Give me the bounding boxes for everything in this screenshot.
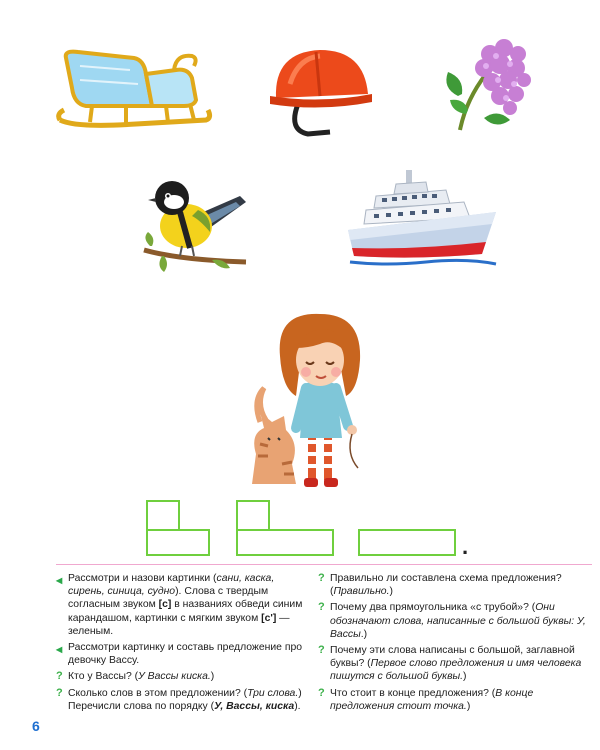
scheme-word-1 [146,529,210,556]
left-column [56,572,304,716]
question-mark-icon: ? [56,686,63,699]
scheme-word-2 [236,529,334,556]
sentence-end-dot: . [462,534,469,559]
helmet-picture [268,44,376,140]
question-mark-icon: ? [318,601,325,614]
right-column [318,572,594,716]
ship-picture [346,168,498,272]
question-item: ? Кто у Вассы? (У Вассы киска.) [56,670,215,683]
girl-with-cat-picture [242,304,382,494]
question-mark-icon: ? [56,670,63,683]
titmouse-picture [140,176,252,276]
task-item: ◀ Рассмотри картинку и составь предложение про девочку Вассу. [56,642,303,667]
question-item: ? Что стоит в конце предложения? (В конце предложения стоит точка.) [318,686,534,712]
sleigh-picture [56,44,214,134]
question-item: ? Почему два прямоугольника «с трубой»? (Они обозначают слова, написанные с большой буквы: У, Вассы.) [318,601,586,640]
task-item: ◀ Рассмотри и назови картинки (сани, каска, сирень, синица, судно). Слова с твердым согласным звуком [с] в названиях обведи синим карандашом, картинки с мягким звуком [с'] — зеленым. [56,573,303,637]
scheme-word-3 [358,529,456,556]
question-item: ? Правильно ли составлена схема предложения? (Правильно.) [318,572,562,598]
scheme-word-1-flag [146,500,180,532]
question-mark-icon: ? [318,644,325,657]
divider [56,564,592,565]
triangle-bullet-icon: ◀ [56,576,63,585]
question-mark-icon: ? [318,572,325,584]
question-mark-icon: ? [318,686,325,699]
question-item: ? Почему эти слова написаны с большой, заглавной буквы? (Первое слово предложения и имя человека пишутся с большой буквы.) [318,644,582,683]
scheme-word-2-flag [236,500,270,532]
question-item: ? Сколько слов в этом предложении? (Три слова.) Перечисли слова по порядку (У, Вассы, киска). [56,686,302,712]
page-number: 6 [32,718,40,734]
triangle-bullet-icon: ◀ [56,645,63,655]
lilac-picture [440,34,540,134]
